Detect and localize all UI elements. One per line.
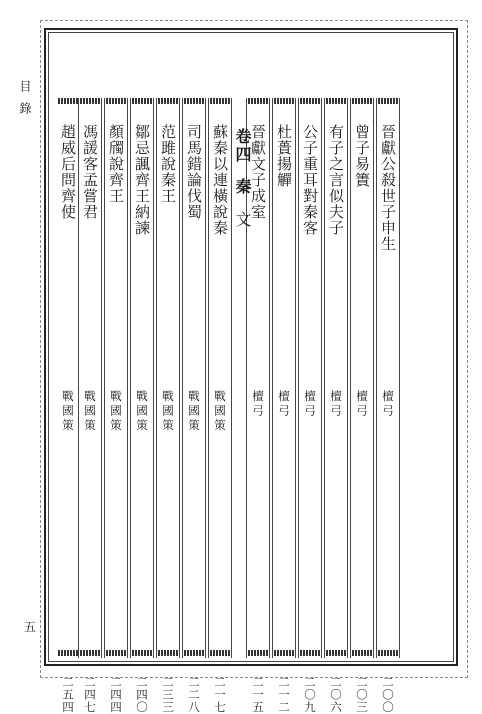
entry-source: 戰國策 [135,390,149,434]
genre-label: 文 [233,211,252,230]
entry-source: 戰國策 [83,390,97,434]
entry-source: 檀弓 [355,390,369,419]
entry-page: 二二八 [187,676,201,714]
entry-source: 檀弓 [277,390,291,419]
toc-entry [298,98,322,714]
entry-page: 二五四 [61,676,75,714]
entry-source: 戰國策 [109,390,123,434]
entry-page: 二〇九 [303,676,317,714]
entry-source: 戰國策 [161,390,175,434]
toc-entry [78,98,102,714]
toc-entry [182,98,206,714]
entry-title: 蘇秦以連橫說秦 [211,124,229,236]
toc-entry [156,98,180,714]
toc-entry [376,98,400,714]
dynasty-label: 秦 [233,177,252,196]
entry-title: 司馬錯論伐蜀 [185,124,203,220]
entry-page: 二四〇 [135,676,149,714]
entry-page: 二一五 [251,676,265,714]
entry-page: 二三三 [161,676,175,714]
toc-entry [324,98,348,714]
entry-title: 晉獻文子成室 [249,124,267,220]
entry-page: 二〇〇 [381,676,395,714]
toc-entry [208,98,232,714]
entry-source: 檀弓 [303,390,317,419]
entry-source: 戰國策 [187,390,201,434]
toc-entry [350,98,374,714]
entry-title: 曾子易簀 [353,124,371,188]
entry-source: 戰國策 [213,390,227,434]
entry-title: 馮諼客孟嘗君 [81,124,99,220]
entry-page: 二一二 [277,676,291,714]
toc-entry [272,98,296,714]
entry-source: 檀弓 [381,390,395,419]
margin-label: 目錄 [18,80,32,124]
entry-source: 戰國策 [61,390,75,434]
entry-source: 檀弓 [329,390,343,419]
entry-title: 范雎說秦王 [159,124,177,204]
entry-page: 二四七 [83,676,97,714]
entry-title: 有子之言似夫子 [327,124,345,236]
volume-label: 卷四 [233,128,252,164]
entry-title: 鄒忌諷齊王納諫 [133,124,151,236]
entry-title: 趙威后問齊使 [59,124,77,220]
entry-title: 顏斶說齊王 [107,124,125,204]
toc-entry [56,98,80,714]
entry-page: 二一七 [213,676,227,714]
entry-title: 晉獻公殺世子申生 [379,124,397,252]
section-heading [230,128,254,229]
toc-entry [130,98,154,714]
entry-page: 二四四 [109,676,123,714]
entry-title: 公子重耳對秦客 [301,124,319,236]
entry-page: 二〇六 [329,676,343,714]
page-number: 五 [24,620,37,634]
entry-source: 檀弓 [251,390,265,419]
toc-entry [104,98,128,714]
entry-page: 二〇三 [355,676,369,714]
entry-title: 杜蕢揚觶 [275,124,293,188]
